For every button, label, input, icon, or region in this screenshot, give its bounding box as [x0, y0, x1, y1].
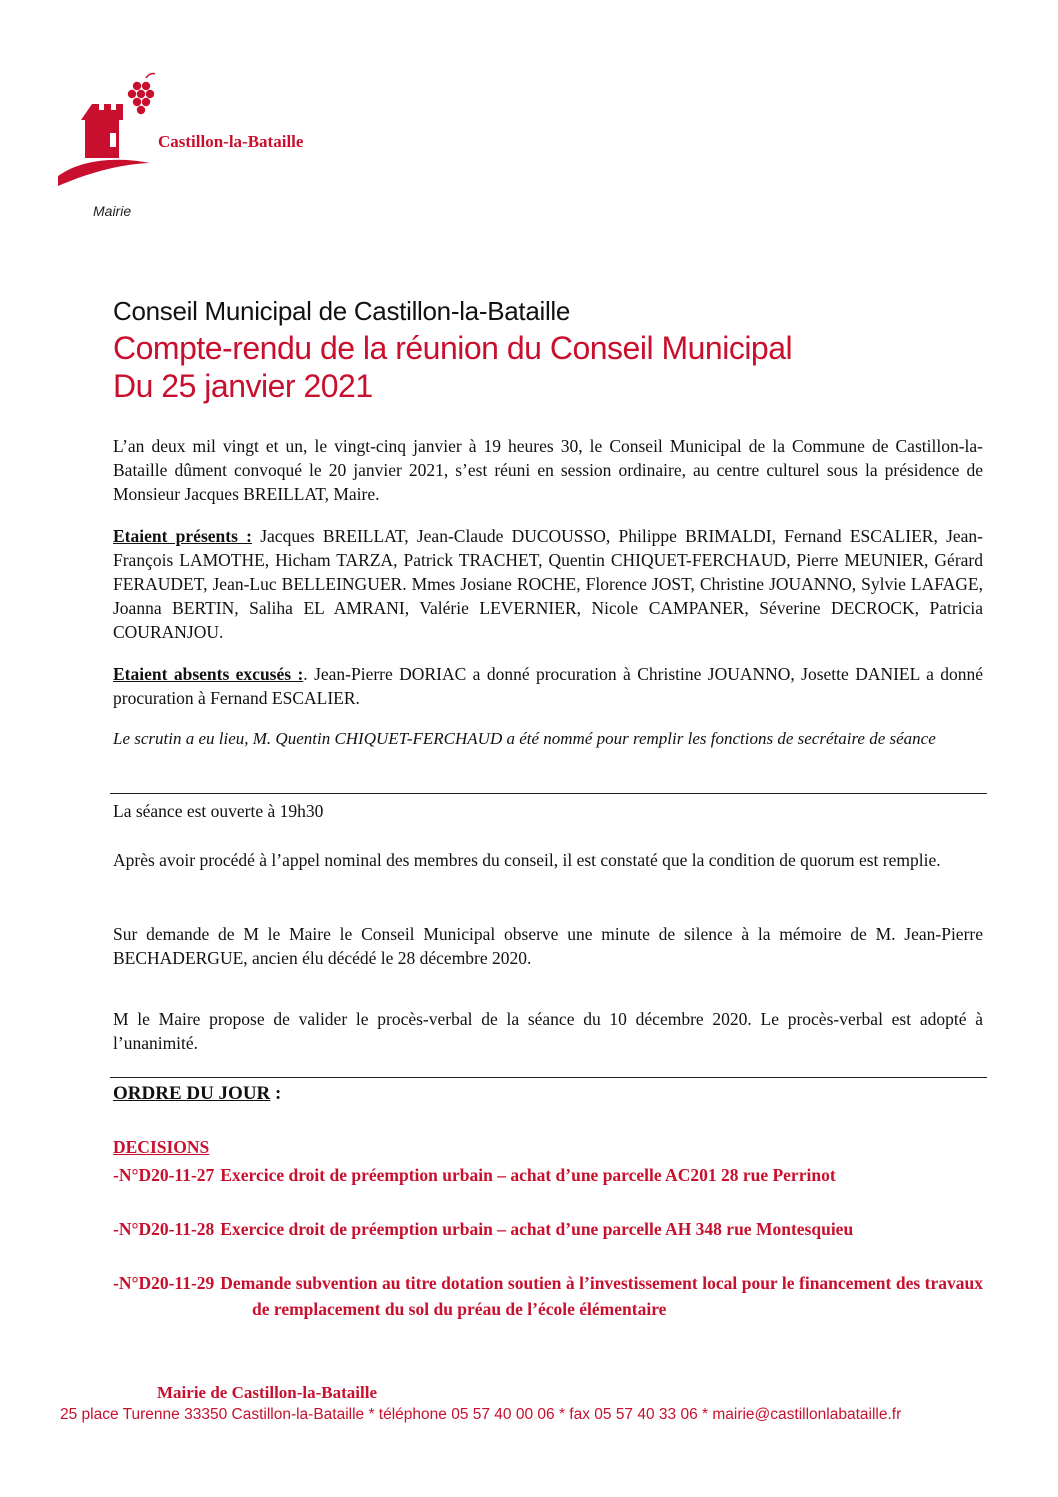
tower-icon: [81, 104, 123, 158]
presents-label: Etaient présents :: [113, 526, 252, 546]
swoosh-shape: [58, 160, 150, 186]
decision-item: -N°D20-11-28 Exercice droit de préemption urbain – achat d’une parcelle AH 348 rue Montesquieu: [113, 1219, 854, 1239]
absents-list: . Jean-Pierre DORIAC a donné procuration à Christine JOUANNO, Josette DANIEL a donné procuration à Fernand ESCALIER.: [113, 664, 983, 708]
divider: [110, 793, 987, 794]
opening-line: La séance est ouverte à 19h30: [113, 801, 324, 821]
council-title: Conseil Municipal de Castillon-la-Bataille: [113, 296, 571, 326]
decision-item: -N°D20-11-29 Demande subvention au titre dotation soutien à l’investissement local pour le financement des travaux de remplacement du sol du préau de l’école élémentaire: [113, 1273, 983, 1319]
quorum-paragraph: Après avoir procédé à l’appel nominal des membres du conseil, il est constaté que la condition de quorum est remplie.: [113, 850, 941, 870]
presents-paragraph: [113, 524, 983, 644]
silence-paragraph: Sur demande de M le Maire le Conseil Municipal observe une minute de silence à la mémoire de M. Jean-Pierre BECHADERGUE, ancien élu décédé le 28 décembre 2020.: [113, 924, 983, 968]
footer-title: Mairie de Castillon-la-Bataille: [157, 1383, 378, 1402]
footer-contact: 25 place Turenne 33350 Castillon-la-Bataille * téléphone 05 57 40 00 06 * fax 05 57 40 33 06 * mairie@castillonlabataille.fr: [60, 1406, 902, 1423]
grapes-icon: [128, 74, 155, 115]
absents-paragraph: [113, 662, 983, 710]
report-title: Compte-rendu de la réunion du Conseil Municipal: [113, 330, 793, 366]
minutes-paragraph: M le Maire propose de valider le procès-verbal de la séance du 10 décembre 2020. Le procès-verbal est adopté à l’unanimité.: [113, 1009, 983, 1053]
intro-paragraph: L’an deux mil vingt et un, le vingt-cinq janvier à 19 heures 30, le Conseil Municipal de la Commune de Castillon-la-Bataille dûment convoqué le 20 janvier 2021, s’est réuni en session ordinaire, au centre culturel sous la présidence de Monsieur Jacques BREILLAT, Maire.: [113, 436, 983, 504]
logo-town-name: Castillon-la-Bataille: [158, 132, 304, 151]
logo-mairie-label: Mairie: [93, 203, 132, 219]
secretary-paragraph: Le scrutin a eu lieu, M. Quentin CHIQUET-FERCHAUD a été nommé pour remplir les fonctions de secrétaire de séance: [113, 729, 936, 748]
decisions-heading: DECISIONS: [113, 1137, 210, 1157]
report-date: Du 25 janvier 2021: [113, 368, 373, 404]
town-logo: [55, 68, 155, 208]
presents-list: Jacques BREILLAT, Jean-Claude DUCOUSSO, Philippe BRIMALDI, Fernand ESCALIER, Jean-François LAMOTHE, Hicham TARZA, Patrick TRACHET, Quentin CHIQUET-FERCHAUD, Pierre MEUNIER, Gérard FERAUDET, Jean-Luc BELLEINGUER. Mmes Josiane ROCHE, Florence JOST, Christine JOUANNO, Sylvie LAFAGE, Joanna BERTIN, Saliha EL AMRANI, Valérie LEVERNIER, Nicole CAMPANER, Séverine DECROCK, Patricia COURANJOU.: [113, 526, 983, 642]
agenda-heading: ORDRE DU JOUR :: [113, 1083, 282, 1104]
absents-label: Etaient absents excusés :: [113, 664, 304, 684]
decision-item: -N°D20-11-27 Exercice droit de préemption urbain – achat d’une parcelle AC201 28 rue Perrinot: [113, 1165, 836, 1185]
divider: [110, 1077, 987, 1078]
